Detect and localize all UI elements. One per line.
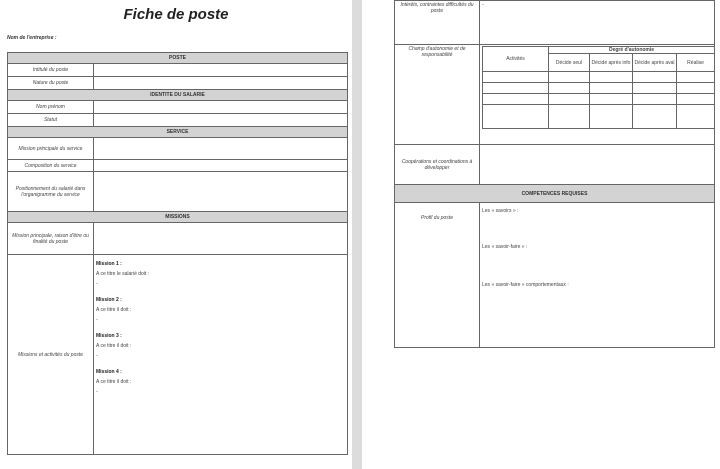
section-missions: MISSIONS [8, 212, 348, 223]
field-mission-principale[interactable] [94, 223, 348, 255]
matrix-cell[interactable] [677, 72, 715, 83]
field-mission-service[interactable] [94, 138, 348, 160]
degre-col: Décide après info [590, 54, 633, 72]
section-service: SERVICE [8, 127, 348, 138]
field-statut[interactable] [94, 114, 348, 127]
competences-table [394, 0, 715, 348]
label-autonomie: Champ d'autonomie et de responsabilité [395, 45, 480, 145]
mission-bullet: - [96, 317, 98, 323]
degre-col: Réalise [677, 54, 715, 72]
activites-header: Activités [483, 47, 549, 72]
mission-item [96, 333, 345, 359]
mission-bullet: - [96, 281, 98, 287]
label-positionnement: Positionnement du salarié dans l'organigramme du service [8, 172, 94, 212]
matrix-cell[interactable] [549, 72, 590, 83]
job-sheet-table [7, 52, 348, 455]
matrix-cell[interactable] [483, 72, 549, 83]
autonomy-cell [480, 45, 715, 145]
label-interets: Intérêts, contraintes difficultés du poste [395, 1, 480, 45]
section-identite: IDENTITE DU SALARIE [8, 90, 348, 101]
matrix-cell[interactable] [633, 72, 677, 83]
degre-col: Décide après aval [633, 54, 677, 72]
label-mission-service: Mission principale du service [8, 138, 94, 160]
label-composition: Composition du service [8, 160, 94, 172]
label-nom: Nom prénom [8, 101, 94, 114]
mission-item [96, 261, 345, 287]
savoirs-text: Les « savoirs » : [482, 208, 519, 214]
matrix-cell[interactable] [590, 105, 633, 129]
savoir-faire-text: Les « savoir-faire » : [482, 244, 528, 250]
label-statut: Statut [8, 114, 94, 127]
mission-line: A ce titre il doit : [96, 307, 132, 313]
field-nature[interactable] [94, 77, 348, 90]
label-profil: Profil du poste [395, 203, 480, 348]
field-positionnement[interactable] [94, 172, 348, 212]
field-profil[interactable] [480, 203, 715, 348]
field-cooperations[interactable] [480, 145, 715, 185]
mission-title: Mission 4 : [96, 369, 122, 375]
page-right [362, 0, 720, 469]
mission-bullet: - [96, 353, 98, 359]
matrix-cell[interactable] [549, 83, 590, 94]
missions-list[interactable] [94, 255, 348, 455]
matrix-cell[interactable] [483, 105, 549, 129]
mission-title: Mission 1 : [96, 261, 122, 267]
page-left [0, 0, 352, 469]
label-missions-activites: Missions et activités du poste [8, 255, 94, 455]
section-competences: COMPETENCES REQUISES [395, 185, 715, 203]
section-poste: POSTE [8, 53, 348, 64]
label-intitule: Intitulé du poste [8, 64, 94, 77]
matrix-cell[interactable] [633, 94, 677, 105]
label-mission-principale: Mission principale, raison d'être ou finalité du poste [8, 223, 94, 255]
matrix-cell[interactable] [549, 94, 590, 105]
field-composition[interactable] [94, 160, 348, 172]
mission-title: Mission 3 : [96, 333, 122, 339]
mission-line: A ce titre il doit : [96, 379, 132, 385]
mission-title: Mission 2 : [96, 297, 122, 303]
matrix-cell[interactable] [549, 105, 590, 129]
matrix-cell[interactable] [633, 105, 677, 129]
field-interets[interactable]: - [480, 1, 715, 45]
label-cooperations: Coopérations et coordinations à développer [395, 145, 480, 185]
matrix-cell[interactable] [677, 94, 715, 105]
autonomy-matrix [482, 46, 715, 129]
document-title: Fiche de poste [123, 6, 229, 23]
mission-item [96, 369, 345, 395]
mission-bullet: - [96, 389, 98, 395]
matrix-cell[interactable] [483, 94, 549, 105]
degre-header: Degré d'autonomie [549, 47, 715, 54]
matrix-cell[interactable] [677, 83, 715, 94]
matrix-cell[interactable] [633, 83, 677, 94]
savoir-faire-comportementaux-text: Les « savoir-faire » comportementaux : [482, 282, 569, 288]
matrix-cell[interactable] [677, 105, 715, 129]
degre-col: Décide seul [549, 54, 590, 72]
matrix-cell[interactable] [590, 72, 633, 83]
field-intitule[interactable] [94, 64, 348, 77]
field-nom[interactable] [94, 101, 348, 114]
matrix-cell[interactable] [590, 94, 633, 105]
mission-line: A ce titre il doit : [96, 343, 132, 349]
matrix-cell[interactable] [590, 83, 633, 94]
company-name-label: Nom de l'entreprise : [7, 35, 57, 41]
mission-item [96, 297, 345, 323]
matrix-cell[interactable] [483, 83, 549, 94]
label-nature: Nature du poste [8, 77, 94, 90]
mission-line: A ce titre le salarié doit : [96, 271, 150, 277]
